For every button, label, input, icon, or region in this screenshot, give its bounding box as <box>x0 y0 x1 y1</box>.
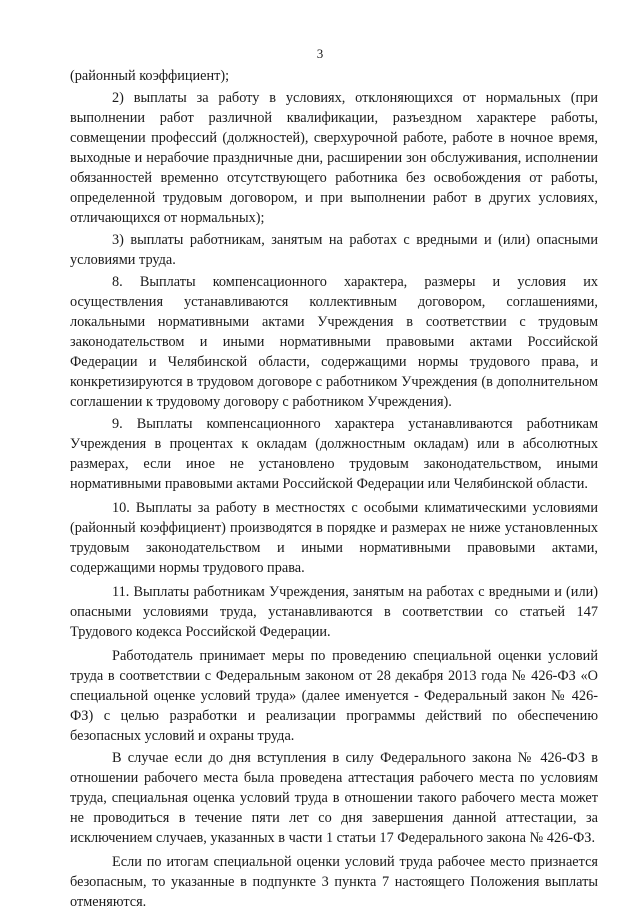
paragraph-item-2: 2) выплаты за работу в условиях, отклоняющихся от нормальных (при выполнении работ различной квалификации, разъездном характере работы, совмещении профессий (должностей), сверхурочной работе, работе в ночное время, выходные и нерабочие праздничные дни, расширении зон обслуживания, исполнении обязанностей временно отсутствующего работника без освобождения от работы, определенной трудовым договором, и при выполнении работ в других условиях, отличающихся от нормальных); <box>70 90 598 226</box>
paragraph-clause-11: 11. Выплаты работникам Учреждения, занятым на работах с вредными и (или) опасными условиями труда, устанавливаются в соответствии со статьей 147 Трудового кодекса Российской Федерации. <box>70 584 598 640</box>
paragraph-continuation: (районный коэффициент); <box>70 68 230 84</box>
page-number: 3 <box>316 46 324 61</box>
paragraph-safe-workplace: Если по итогам специальной оценки условий труда рабочее место признается безопасным, то указанные в подпункте 3 пункта 7 настоящего Положения выплаты отменяются. <box>70 854 598 910</box>
paragraph-clause-9: 9. Выплаты компенсационного характера устанавливаются работникам Учреждения в процентах к окладам (должностным окладам) или в абсолютных размерах, если иное не установлено трудовым законодательством, иными нормативными правовыми актами Российской Федерации или Челябинской области. <box>70 416 598 492</box>
paragraph-attestation: В случае если до дня вступления в силу Федерального закона № 426-ФЗ в отношении рабочего места была проведена аттестация рабочего места по условиям труда, специальная оценка условий труда в отношении такого рабочего места может не проводиться в течение пяти лет со дня завершения данной аттестации, за исключением случаев, указанных в части 1 статьи 17 Федерального закона № 426-ФЗ. <box>70 750 598 846</box>
paragraph-item-3: 3) выплаты работникам, занятым на работах с вредными и (или) опасными условиями труда. <box>70 232 598 268</box>
document-body <box>70 66 598 914</box>
paragraph-employer-measures: Работодатель принимает меры по проведению специальной оценки условий труда в соответствии с Федеральным законом от 28 декабря 2013 года № 426-ФЗ «О специальной оценке условий труда» (далее именуется - Федеральный закон № 426-ФЗ) с целью разработки и реализации программы действий по обеспечению безопасных условий и охраны труда. <box>70 648 598 744</box>
paragraph-clause-10: 10. Выплаты за работу в местностях с особыми климатическими условиями (районный коэффициент) производятся в порядке и размерах не ниже установленных трудовым законодательством и иными нормативными правовыми актами, содержащими нормы трудового права. <box>70 500 598 576</box>
paragraph-clause-8: 8. Выплаты компенсационного характера, размеры и условия их осуществления устанавливаются коллективным договором, соглашениями, локальными нормативными актами Учреждения в соответствии с трудовым законодательством и иными нормативными правовыми актами Российской Федерации и Челябинской области, содержащими нормы трудового права, и конкретизируются в трудовом договоре с работником Учреждения (в дополнительном соглашении к трудовому договору с работником Учреждения). <box>70 274 598 410</box>
